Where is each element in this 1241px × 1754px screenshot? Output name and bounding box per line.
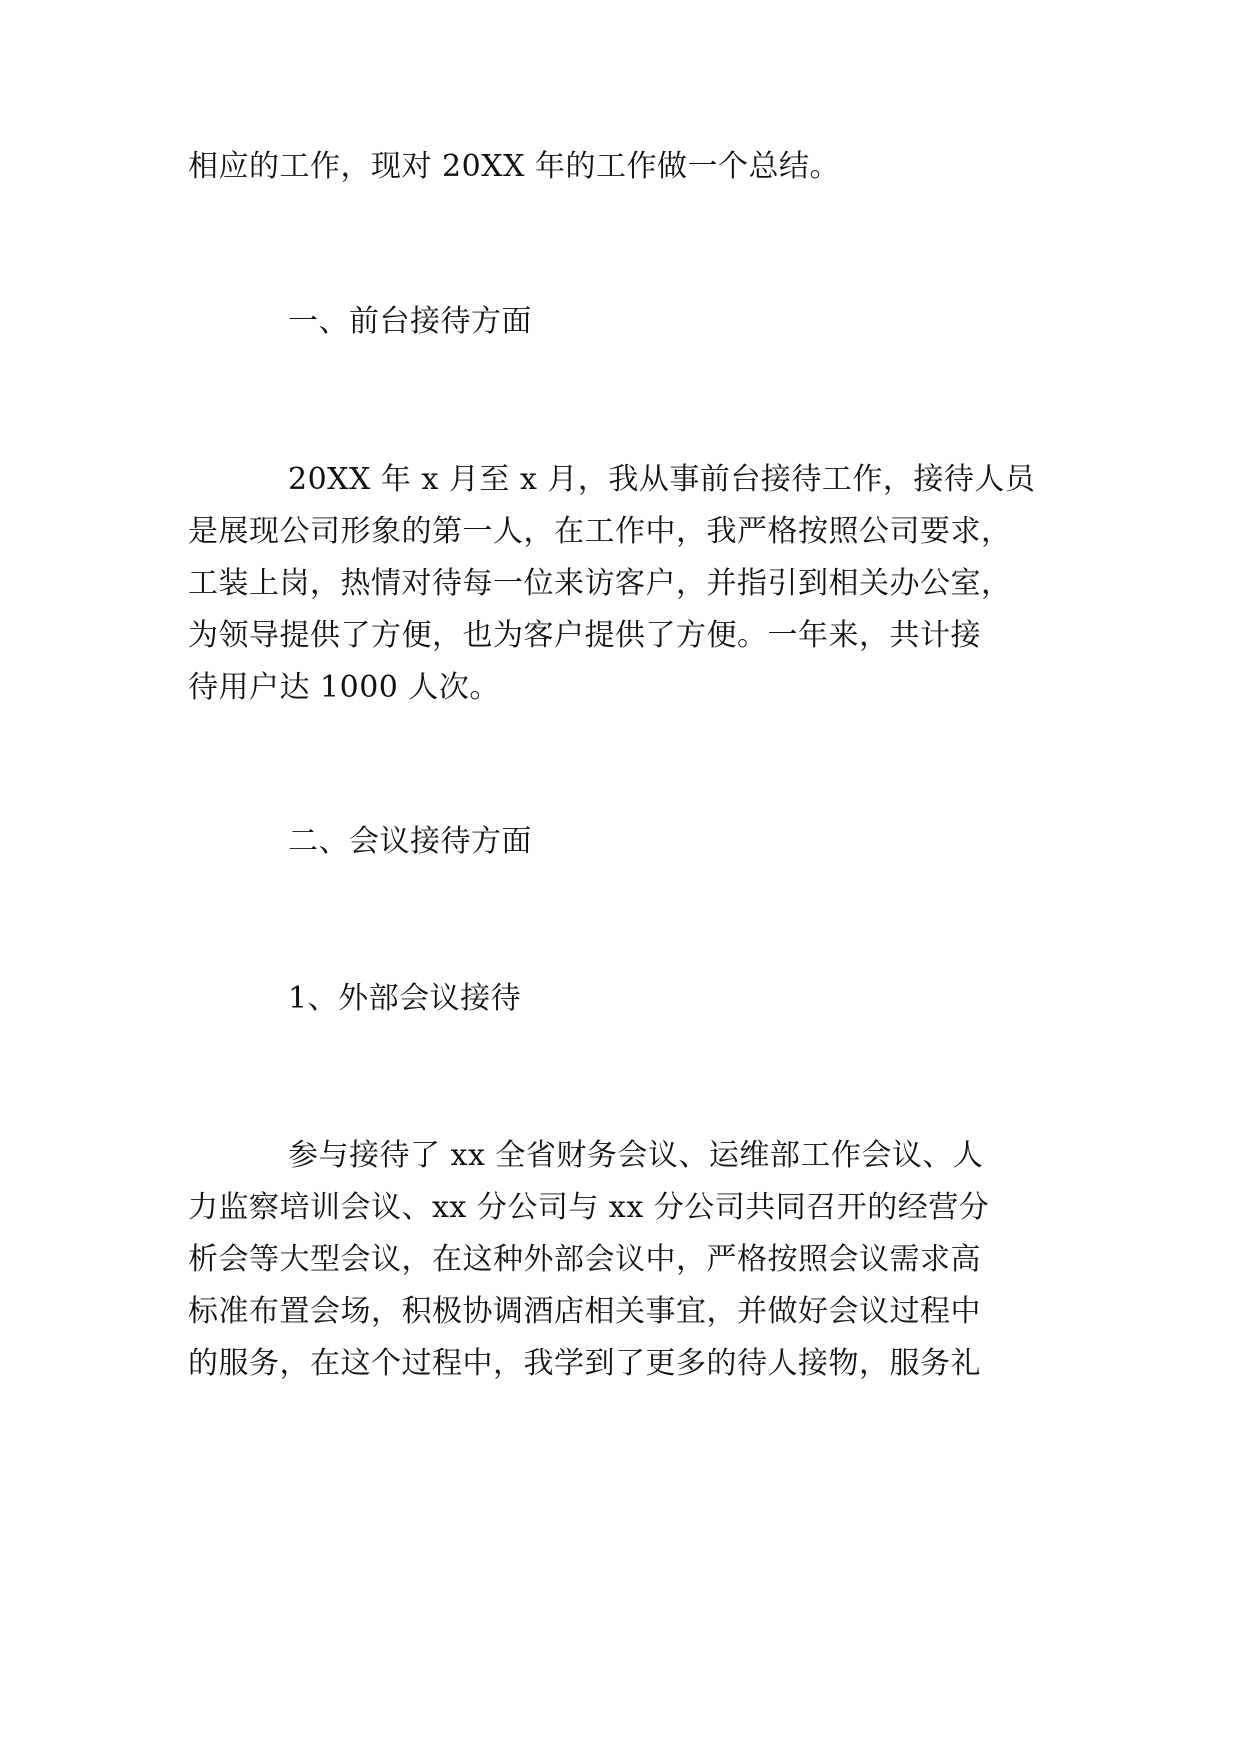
section1-heading: 一、前台接待方面 xyxy=(288,304,532,339)
section1-paragraph-line: 待用户达 1000 人次。 xyxy=(188,670,500,705)
subsection1-paragraph-line: 析会等大型会议，在这种外部会议中，严格按照会议需求高 xyxy=(188,1242,981,1277)
subsection1-paragraph-line: 参与接待了 xx 全省财务会议、运维部工作会议、人 xyxy=(288,1138,984,1173)
subsection1-paragraph-line: 的服务，在这个过程中，我学到了更多的待人接物，服务礼 xyxy=(188,1346,981,1381)
subsection1-paragraph-line: 标准布置会场，积极协调酒店相关事宜，并做好会议过程中 xyxy=(188,1294,981,1329)
subsection1-paragraph-line: 力监察培训会议、xx 分公司与 xx 分公司共同召开的经营分 xyxy=(188,1190,990,1225)
section2-heading: 二、会议接待方面 xyxy=(288,824,532,859)
section1-paragraph-line: 是展现公司形象的第一人，在工作中，我严格按照公司要求， xyxy=(188,514,1012,549)
subsection1-heading: 1、外部会议接待 xyxy=(288,981,522,1016)
section1-paragraph-line: 为领导提供了方便，也为客户提供了方便。一年来，共计接 xyxy=(188,618,981,653)
section1-paragraph-line: 20XX 年 x 月至 x 月，我从事前台接待工作，接待人员 xyxy=(288,462,1036,497)
section1-paragraph-line: 工装上岗，热情对待每一位来访客户，并指引到相关办公室， xyxy=(188,566,1012,601)
intro-tail-text: 相应的工作，现对 20XX 年的工作做一个总结。 xyxy=(188,149,840,184)
